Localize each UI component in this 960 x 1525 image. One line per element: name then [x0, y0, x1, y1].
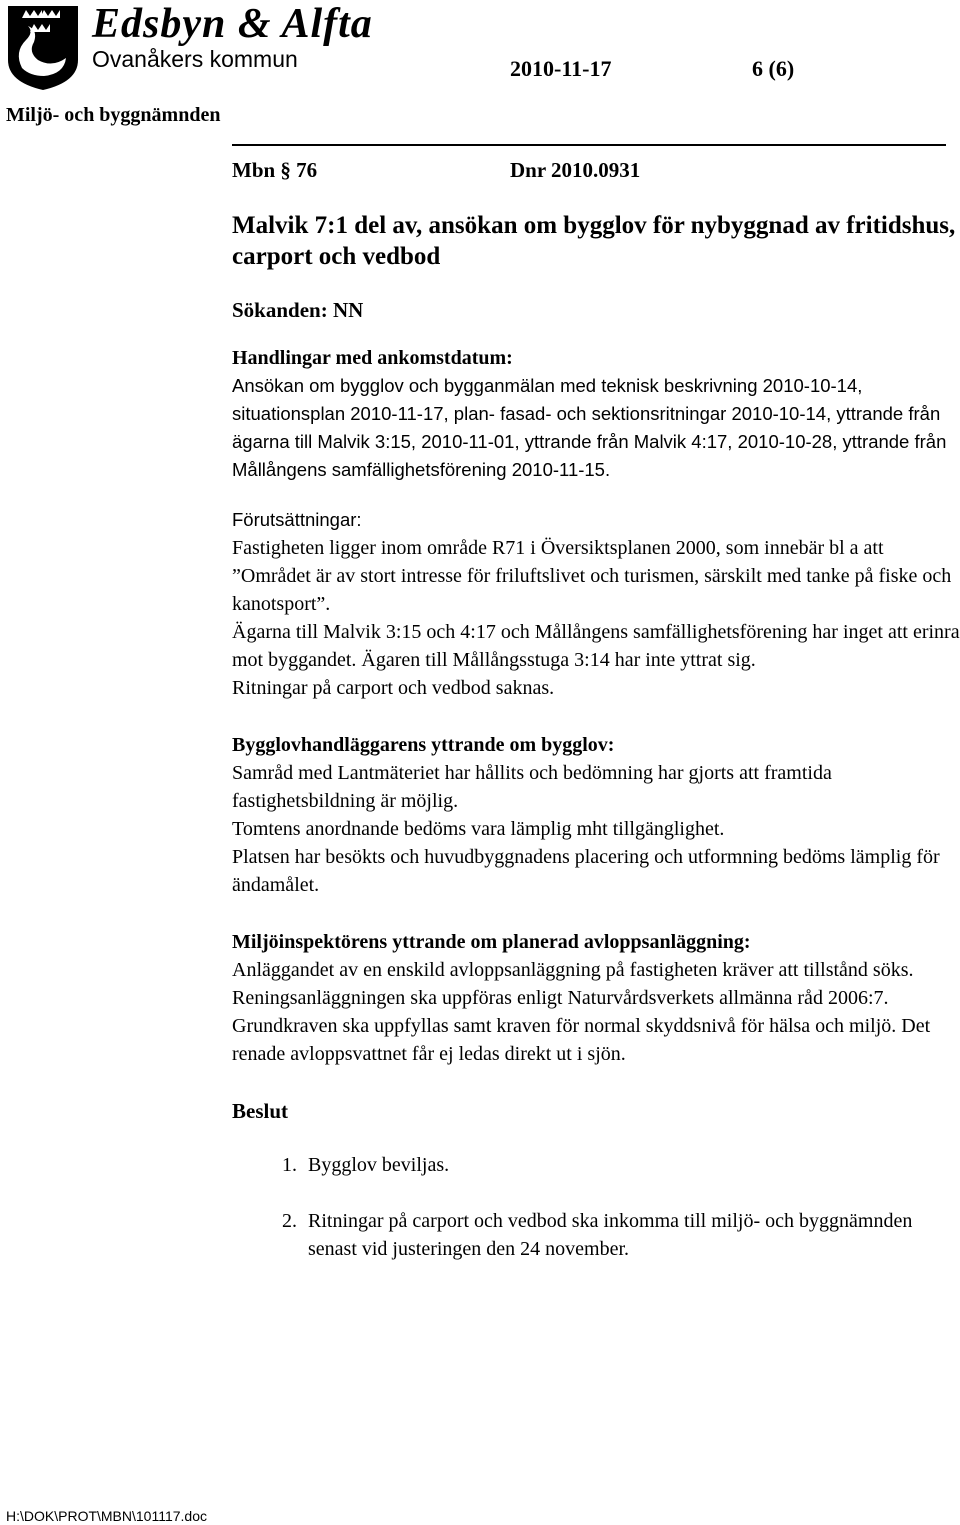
- section-heading: Förutsättningar:: [232, 509, 362, 530]
- file-path: H:\DOK\PROT\MBN\101117.doc: [6, 1508, 207, 1524]
- logo-title: Edsbyn & Alfta: [92, 1, 373, 47]
- document-body: [232, 210, 960, 1263]
- header-divider: [232, 144, 946, 146]
- section-text: Platsen har besökts och huvudbyggnadens placering och utformning bedöms lämplig för ändamålet.: [232, 846, 940, 896]
- section-text: Ansökan om bygglov och bygganmälan med teknisk beskrivning 2010-10-14, situationsplan 2010-11-17, plan- fasad- och sektionsritningar 2010-10-14, yttrande från ägarna till Malvik 3:15, 2010-11-01, yttrande från Malvik 4:17, 2010-10-28, yttrande från Mållångens samfällighetsförening 2010-11-15.: [232, 375, 947, 480]
- section-beslut: [232, 1097, 960, 1263]
- section-text: Anläggandet av en enskild avloppsanläggning på fastigheten kräver att tillstånd söks. Reningsanläggningen ska uppföras enligt Naturvårdsverkets allmänna råd 2006:7. Grundkraven ska uppfyllas samt kraven för normal skyddsnivå för hälsa och miljö. Det renade avloppsvattnet får ej ledas direkt ut i sjön.: [232, 959, 931, 1065]
- decision-list: [232, 1151, 960, 1263]
- paragraph-number: Mbn § 76: [232, 158, 318, 182]
- registration-number: Dnr 2010.0931: [510, 158, 641, 182]
- section-heading: Handlingar med ankomstdatum:: [232, 347, 513, 369]
- page-number: 6 (6): [752, 56, 795, 81]
- municipality-logo: [4, 1, 373, 92]
- section-miljo: [232, 928, 960, 1068]
- section-text: Ritningar på carport och vedbod saknas.: [232, 677, 555, 699]
- logo-subtitle: Ovanåkers kommun: [92, 46, 298, 72]
- section-text: Samråd med Lantmäteriet har hållits och bedömning har gjorts att framtida fastighetsbildning är möjlig.: [232, 762, 832, 812]
- section-text: Tomtens anordnande bedöms vara lämplig mht tillgänglighet.: [232, 818, 725, 840]
- section-heading: Bygglovhandläggarens yttrande om bygglov:: [232, 734, 615, 756]
- list-item: 2. Ritningar på carport och vedbod ska inkomma till miljö- och byggnämnden senast vid justeringen den 24 november.: [302, 1207, 960, 1263]
- section-handlingar: [232, 344, 960, 484]
- applicant: Sökanden: NN: [232, 298, 364, 322]
- section-heading: Miljöinspektörens yttrande om planerad avloppsanläggning:: [232, 931, 751, 953]
- section-heading: Beslut: [232, 1099, 289, 1123]
- section-bygglov: [232, 731, 960, 899]
- swan-crest-icon: [4, 2, 82, 90]
- organization-name: Miljö- och byggnämnden: [6, 104, 221, 126]
- list-item: 1. Bygglov beviljas.: [302, 1151, 960, 1179]
- section-text: Fastigheten ligger inom område R71 i Översiktsplanen 2000, som innebär bl a att ”Området är av stort intresse för friluftslivet och turismen, särskilt med tanke på fiske och kanotsport”.: [232, 537, 952, 615]
- section-forutsattningar: [232, 506, 960, 702]
- section-text: Ägarna till Malvik 3:15 och 4:17 och Mållångens samfällighetsförening har inget att erinra mot byggandet. Ägaren till Mållångsstuga 3:14 har inte yttrat sig.: [232, 621, 960, 671]
- case-title: Malvik 7:1 del av, ansökan om bygglov för nybyggnad av fritidshus, carport och vedbod: [232, 212, 956, 270]
- document-date: 2010-11-17: [510, 56, 612, 81]
